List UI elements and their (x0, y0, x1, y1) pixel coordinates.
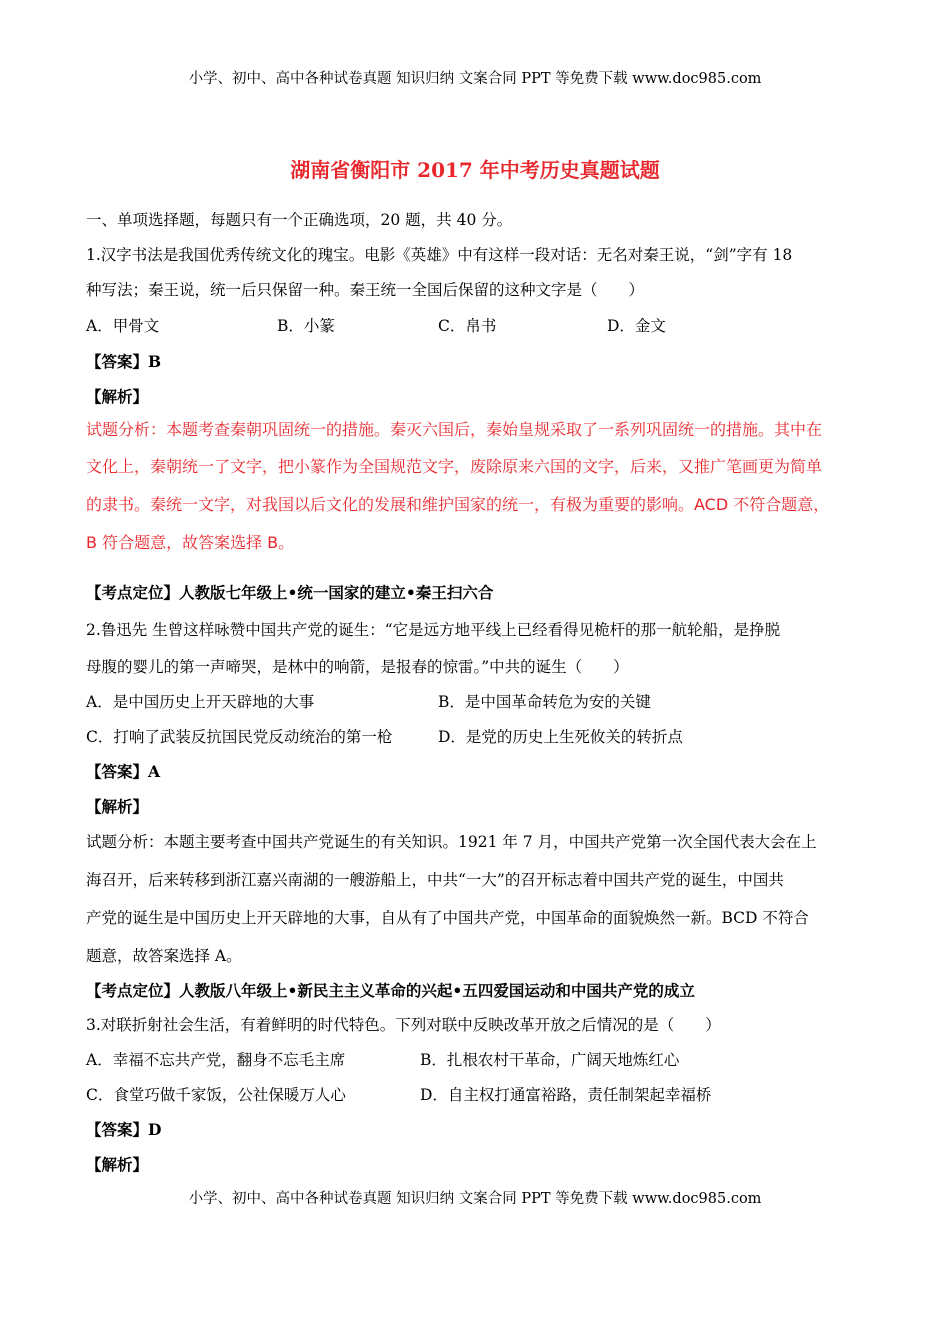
q3-answer: 【答案】D (86, 1120, 162, 1139)
q2-analysis-line3: 产党的诞生是中国历史上开天辟地的大事，自从有了中国共产党，中国革命的面貌焕然一新。BCD 不符合 (86, 909, 809, 927)
q3-option-b: B．扎根农村干革命，广阔天地炼红心 (420, 1051, 680, 1069)
q1-option-b: B．小篆 (277, 317, 335, 335)
q1-analysis-label: 【解析】 (86, 387, 149, 406)
q3-analysis-label: 【解析】 (86, 1155, 149, 1174)
q1-stem-line1: 1.汉字书法是我国优秀传统文化的瑰宝。电影《英雄》中有这样一段对话：无名对秦王说，“剑”字有 18 (86, 246, 793, 264)
q2-option-c: C．打响了武装反抗国民党反动统治的第一枪 (86, 728, 393, 746)
q1-option-d: D．金文 (607, 317, 666, 335)
section-heading: 一、单项选择题，每题只有一个正确选项，20 题，共 40 分。 (86, 211, 513, 229)
q1-analysis-line3: 的隶书。秦统一文字，对我国以后文化的发展和维护国家的统一，有极为重要的影响。ACD 不符合题意， (86, 495, 830, 514)
q3-option-c: C．食堂巧做千家饭，公社保暖万人心 (86, 1086, 346, 1104)
q2-option-d: D．是党的历史上生死攸关的转折点 (438, 728, 683, 746)
q1-analysis-line4: B 符合题意，故答案选择 B。 (86, 533, 295, 552)
page-header: 小学、初中、高中各种试卷真题 知识归纳 文案合同 PPT 等免费下载 www.doc985.com (188, 71, 762, 87)
q1-answer: 【答案】B (86, 352, 162, 371)
q1-stem-line2: 种写法；秦王说，统一后只保留一种。秦王统一全国后保留的这种文字是（ ） (86, 281, 645, 299)
q2-analysis-line4: 题意，故答案选择 A。 (86, 947, 242, 965)
q1-analysis-line2: 文化上，秦朝统一了文字，把小篆作为全国规范文字，废除原来六国的文字，后来，又推广笔画更为简单 (86, 457, 823, 476)
q1-analysis-line1: 试题分析：本题考查秦朝巩固统一的措施。秦灭六国后，秦始皇规采取了一系列巩固统一的措施。其中在 (86, 420, 823, 439)
q3-stem-line1: 3.对联折射社会生活，有着鲜明的时代特色。下列对联中反映改革开放之后情况的是（ ） (86, 1016, 721, 1034)
q1-option-a: A．甲骨文 (86, 317, 160, 335)
q2-analysis-line1: 试题分析：本题主要考查中国共产党诞生的有关知识。1921 年 7 月，中国共产党第一次全国代表大会在上 (86, 833, 817, 851)
q3-option-d: D．自主权打通富裕路，责任制架起幸福桥 (420, 1086, 712, 1104)
q2-analysis-line2: 海召开，后来转移到浙江嘉兴南湖的一艘游船上，中共“一大”的召开标志着中国共产党的诞生，中国共 (86, 871, 784, 889)
q1-point: 【考点定位】人教版七年级上•统一国家的建立•秦王扫六合 (86, 583, 494, 602)
q3-option-a: A．幸福不忘共产党，翻身不忘毛主席 (86, 1051, 346, 1069)
q1-option-c: C．帛书 (438, 317, 497, 335)
q2-point: 【考点定位】人教版八年级上•新民主主义革命的兴起•五四爱国运动和中国共产党的成立 (86, 981, 695, 1000)
q2-stem-line1: 2.鲁迅先 生曾这样咏赞中国共产党的诞生：“它是远方地平线上已经看得见桅杆的那一航轮船，是挣脱 (86, 621, 781, 639)
q2-answer: 【答案】A (86, 762, 161, 781)
page-footer: 小学、初中、高中各种试卷真题 知识归纳 文案合同 PPT 等免费下载 www.doc985.com (188, 1191, 762, 1207)
page-title: 湖南省衡阳市 2017 年中考历史真题试题 (290, 158, 660, 182)
q2-option-a: A．是中国历史上开天辟地的大事 (86, 693, 315, 711)
q2-stem-line2: 母腹的婴儿的第一声啼哭，是林中的响箭，是报春的惊雷。”中共的诞生（ ） (86, 658, 629, 676)
q2-analysis-label: 【解析】 (86, 797, 149, 816)
q2-option-b: B．是中国革命转危为安的关键 (438, 693, 651, 711)
